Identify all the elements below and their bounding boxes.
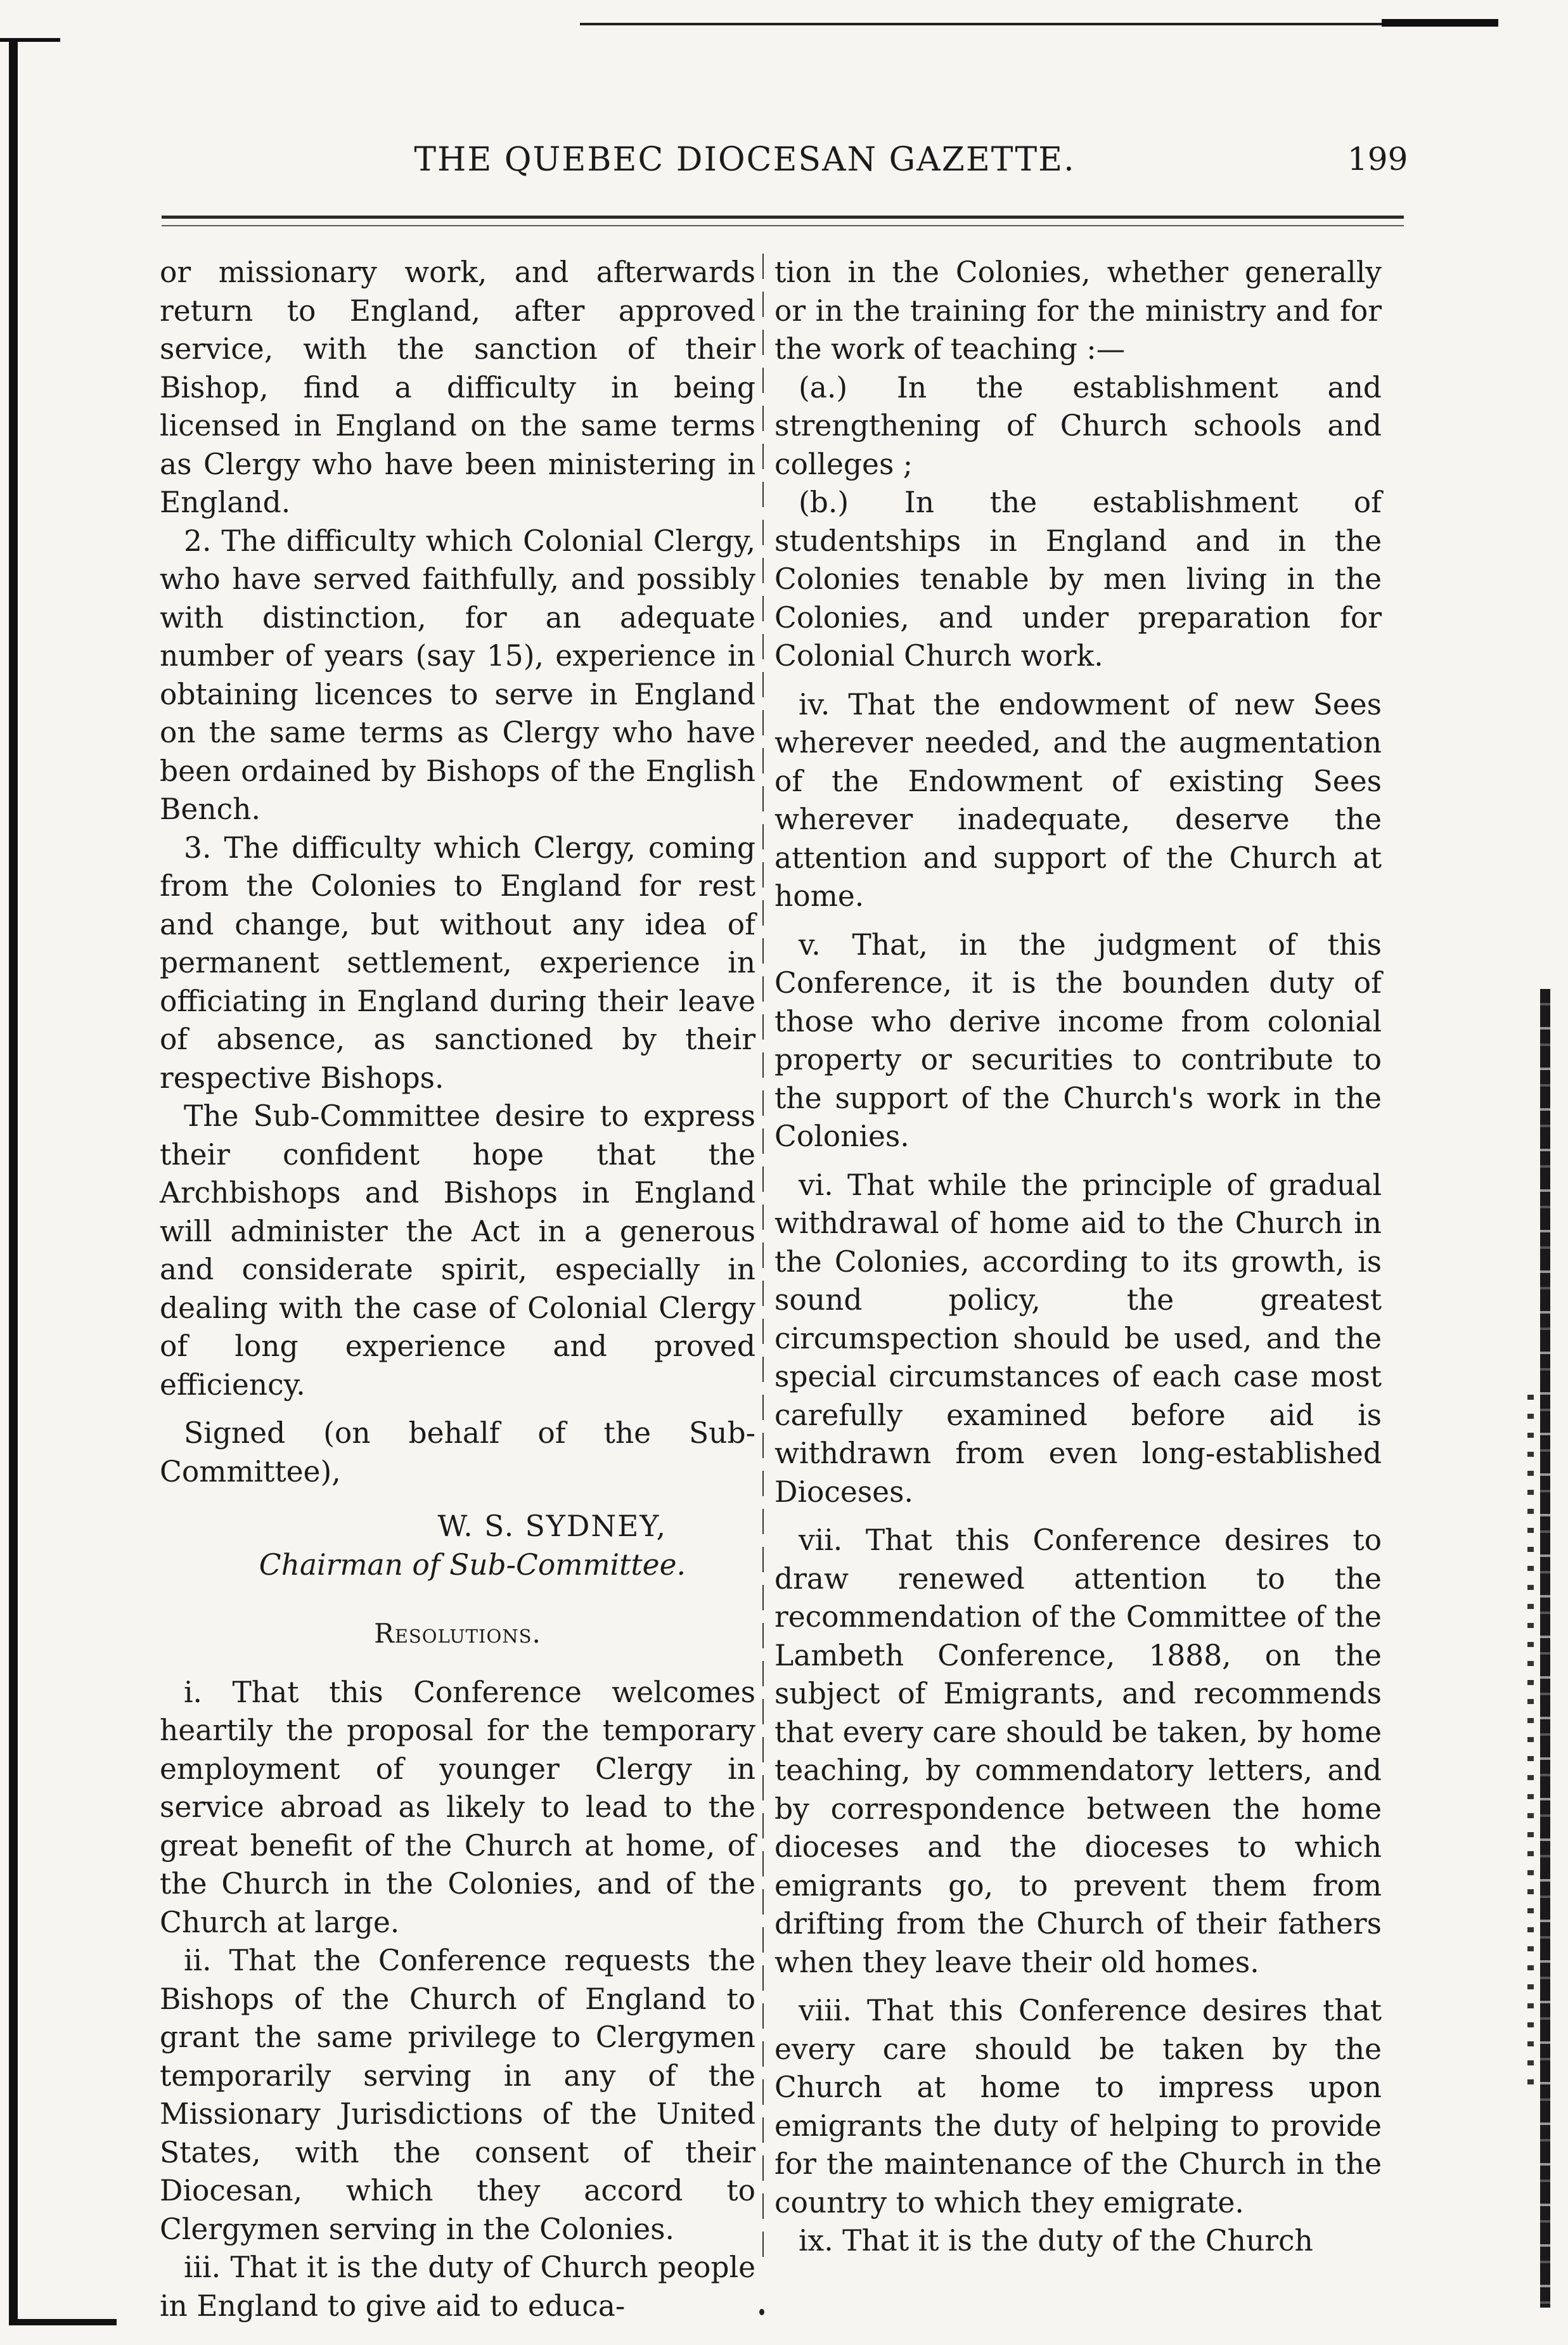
scan-right-edge-marks (1527, 1395, 1534, 2092)
signature-name: W. S. SYDNEY, (437, 1509, 667, 1543)
right-column (774, 254, 1382, 2261)
resolution: vii. That this Conference desires to draw renewed attention to the recommendation of the Committee of the Lambeth Conference, 1888, on the subject of Emigrants, and recommends that every care should be taken, by home teaching, by commendatory letters, and by correspondence between the home dioceses and the dioceses to which emigrants go, to prevent them from drifting from the Church of their fathers when they leave their old homes. (774, 1523, 1382, 1979)
resolution: iii. That it is the duty of Church people in England to give aid to educa- (160, 2251, 755, 2323)
resolutions-heading: Resolutions. (374, 1618, 541, 1649)
header-rule (162, 216, 1404, 219)
sub-item: (b.) In the establishment of studentships in England and in the Colonies tenable by men living in the Colonies, and under preparation for Colonial Church work. (774, 486, 1382, 673)
running-head: THE QUEBEC DIOCESAN GAZETTE. (414, 141, 1076, 179)
resolution: i. That this Conference welcomes heartily the proposal for the temporary employment of younger Clergy in service abroad as likely to lead to the great benefit of the Church at home, of the Church in the Colonies, and of the Church at large. (160, 1675, 755, 1939)
paragraph: 2. The difficulty which Colonial Clergy, who have served faithfully, and possibly with distinction, for an adequate number of years (say 15), experience in obtaining licences to serve in England on the same terms as Clergy who have been ordained by Bishops of the English Bench. (160, 524, 755, 826)
scan-left-edge (9, 38, 18, 2320)
scan-dot (759, 2309, 764, 2315)
scan-bottom-edge (9, 2319, 117, 2325)
scan-left-edge-cap (0, 38, 60, 42)
scan-top-rule-mark (1382, 19, 1498, 27)
resolution: vi. That while the principle of gradual withdrawal of home aid to the Church in the Colonies, according to its growth, is sound policy, the greatest circumspection should be used, and the special circumstances of each case most carefully examined before aid is withdrawn from even long-established Dioceses. (774, 1168, 1382, 1509)
resolution: ii. That the Conference requests the Bishops of the Church of England to grant the same privilege to Clergymen temporarily serving in any of the Missionary Jurisdictions of the United States, with the consent of their Diocesan, which they accord to Clergymen serving in the Colonies. (160, 1944, 755, 2246)
page-number: 199 (1347, 141, 1408, 178)
resolution: v. That, in the judgment of this Conference, it is the bounden duty of those who derive income from colonial property or securities to contribute to the support of the Church's work in the Colonies. (774, 927, 1382, 1153)
signed-line: Signed (on behalf of the Sub-Committee), (160, 1416, 755, 1489)
paragraph: The Sub-Committee desire to express their confident hope that the Archbishops and Bishops in England will administer the Act in a generous and considerate spirit, especially in dealing with the case of Colonial Clergy of long experience and proved efficiency. (160, 1099, 755, 1402)
resolution: ix. That it is the duty of the Church (799, 2224, 1313, 2258)
scan-top-rule (580, 23, 1498, 25)
paragraph: tion in the Colonies, whether generally or in the training for the ministry and for the work of teaching :— (774, 255, 1382, 366)
resolution: iv. That the endowment of new Sees wherever needed, and the augmentation of the Endowment of existing Sees wherever inadequate, deserve the attention and support of the Church at home. (774, 687, 1382, 913)
paragraph: or missionary work, and afterwards return to England, after approved service, with the sanction of their Bishop, find a difficulty in being licensed in England on the same terms as Clergy who have been ministering in England. (160, 255, 755, 519)
signature-title: Chairman of Sub-Committee. (259, 1547, 686, 1582)
left-column (160, 254, 755, 2325)
resolution: viii. That this Conference desires that every care should be taken by the Church at home to impress upon emigrants the duty of helping to provide for the maintenance of the Church in the country to which they emigrate. (774, 1994, 1382, 2219)
paragraph: 3. The difficulty which Clergy, coming from the Colonies to England for rest and change, but without any idea of permanent settlement, experience in officiating in England during their leave of absence, as sanctioned by their respective Bishops. (160, 830, 755, 1095)
header-rule-thin (162, 225, 1404, 226)
sub-item: (a.) In the establishment and strengthening of Church schools and colleges ; (774, 370, 1382, 481)
scan-right-edge (1540, 989, 1550, 2308)
column-divider (762, 254, 764, 2263)
